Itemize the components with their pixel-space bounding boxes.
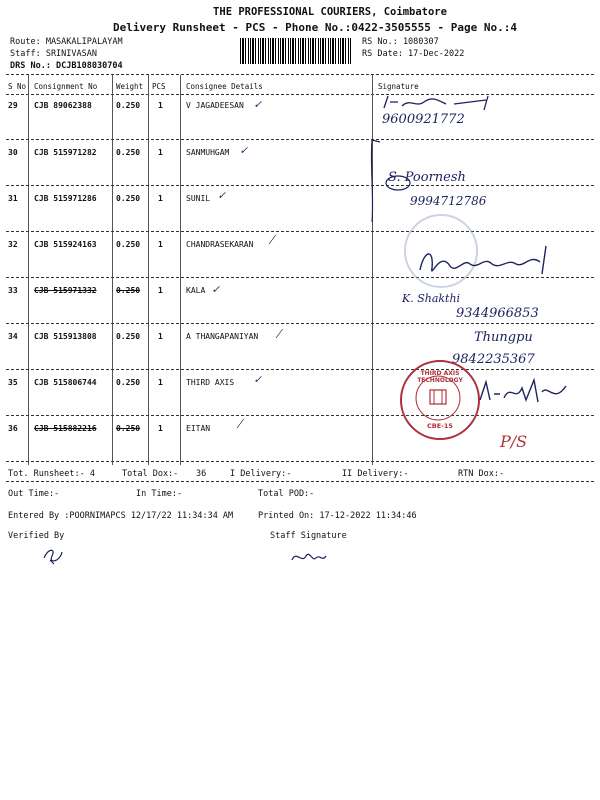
row-pcs: 1 — [158, 240, 163, 249]
row-sno: 30 — [8, 148, 18, 157]
drs-number: DRS No.: DCJB108030704 — [10, 61, 123, 71]
col-consignment: Consignment No — [34, 82, 98, 91]
row-sno: 36 — [8, 424, 18, 433]
route-label: Route: MASAKALIPALAYAM — [10, 37, 123, 47]
row-consignee: A THANGAPANIYAN — [186, 332, 259, 341]
in-time-label: In Time:- — [136, 489, 183, 499]
signature-scribble — [384, 172, 416, 194]
i-delivery-label: I Delivery:- — [230, 469, 292, 479]
total-pod-label: Total POD:- — [258, 489, 315, 499]
row-weight: 0.250 — [116, 286, 141, 295]
row-weight: 0.250 — [116, 240, 141, 249]
row-consignee: SANMUHGAM — [186, 148, 230, 157]
row-consignment: CJB 515971332 — [34, 286, 97, 295]
row-sno: 35 — [8, 378, 18, 387]
printed-on: Printed On: 17-12-2022 11:34:46 — [258, 511, 417, 521]
entered-by: Entered By :POORNIMAPCS 12/17/22 11:34:34 AM — [8, 511, 234, 521]
row-consignment: CJB 515913808 — [34, 332, 97, 341]
divider — [6, 415, 594, 416]
column-line — [28, 75, 29, 465]
tick-mark: ⁄ — [275, 326, 284, 342]
barcode — [240, 38, 352, 64]
signature-scribble — [410, 240, 560, 284]
col-weight: Weight — [116, 82, 144, 91]
stamp-text-bottom: CBE-15 — [427, 422, 453, 430]
runsheet-subtitle: Delivery Runsheet - PCS - Phone No.:0422-3505555 - Page No.:4 — [113, 21, 517, 34]
handwritten-phone: 9842235367 — [452, 352, 535, 367]
handwritten-name: K. Shakthi — [402, 292, 461, 305]
row-consignee: CHANDRASEKARAN — [186, 240, 254, 249]
divider — [6, 461, 594, 462]
row-pcs: 1 — [158, 194, 163, 203]
row-sno: 31 — [8, 194, 18, 203]
row-pcs: 1 — [158, 332, 163, 341]
staff-label: Staff: SRINIVASAN — [10, 49, 97, 59]
handwritten-phone: 9600921772 — [382, 112, 465, 127]
handwritten-name: S. Poornesh — [388, 170, 466, 185]
row-consignment: CJB 515806744 — [34, 378, 97, 387]
row-consignee: V JAGADEESAN — [186, 101, 244, 110]
row-consignment: CJB 515924163 — [34, 240, 97, 249]
row-sno: 32 — [8, 240, 18, 249]
divider — [6, 185, 594, 186]
row-weight: 0.250 — [116, 378, 141, 387]
col-pcs: PCS — [152, 82, 166, 91]
col-signature: Signature — [378, 82, 419, 91]
column-line — [112, 75, 113, 465]
row-consignment: CJB 515882216 — [34, 424, 97, 433]
total-dox-label: Total Dox:- — [122, 469, 179, 479]
row-weight: 0.250 — [116, 148, 141, 157]
company-title: THE PROFESSIONAL COURIERS, Coimbatore — [213, 6, 447, 18]
row-pcs: 1 — [158, 148, 163, 157]
verified-by-label: Verified By — [8, 531, 65, 541]
row-consignee: THIRD AXIS — [186, 378, 235, 387]
row-consignment: CJB 515971282 — [34, 148, 97, 157]
row-consignment: CJB 89062388 — [34, 101, 92, 110]
rs-date: RS Date: 17-Dec-2022 — [362, 49, 465, 59]
ii-delivery-label: II Delivery:- — [342, 469, 409, 479]
tick-mark: ✓ — [240, 143, 248, 157]
rs-number: RS No.: 1080307 — [362, 37, 439, 47]
row-weight: 0.250 — [116, 424, 141, 433]
col-consignee: Consignee Details — [186, 82, 263, 91]
tick-mark: ✓ — [254, 372, 262, 386]
divider — [6, 231, 594, 232]
out-time-label: Out Time:- — [8, 489, 60, 499]
divider — [6, 323, 594, 324]
column-line — [148, 75, 149, 465]
signature-scribble — [376, 92, 506, 114]
handwritten-phone: 9344966853 — [456, 306, 539, 321]
divider — [6, 481, 594, 482]
row-consignee: EITAN — [186, 424, 211, 433]
column-line — [180, 75, 181, 465]
tick-mark: ✓ — [212, 282, 220, 296]
rtn-dox-label: RTN Dox:- — [458, 469, 505, 479]
divider — [6, 74, 594, 75]
row-consignee: SUNIL — [186, 194, 211, 203]
total-runsheet: Tot. Runsheet:- 4 — [8, 469, 95, 479]
tick-mark: ⁄ — [236, 416, 245, 432]
verifier-signature — [40, 544, 66, 566]
row-sno: 33 — [8, 286, 18, 295]
row-pcs: 1 — [158, 101, 163, 110]
row-pcs: 1 — [158, 424, 163, 433]
tick-mark: ✓ — [254, 97, 262, 111]
col-sno: S No — [8, 82, 27, 91]
row-consignment: CJB 515971286 — [34, 194, 97, 203]
divider — [6, 369, 594, 370]
handwritten-name: Thungpu — [474, 330, 533, 345]
stamp-text-top: THIRD AXIS TECHNOLOGY — [417, 370, 463, 384]
total-dox-value: 36 — [196, 469, 207, 479]
row-weight: 0.250 — [116, 194, 141, 203]
tick-mark: ✓ — [218, 188, 226, 202]
column-line — [372, 75, 373, 465]
staff-signature — [288, 546, 328, 568]
row-pcs: 1 — [158, 378, 163, 387]
row-pcs: 1 — [158, 286, 163, 295]
row-sno: 29 — [8, 101, 18, 110]
staff-signature-label: Staff Signature — [270, 531, 347, 541]
row-sno: 34 — [8, 332, 18, 341]
row-weight: 0.250 — [116, 332, 141, 341]
handwritten-note: P/S — [500, 432, 528, 451]
row-consignee: KALA — [186, 286, 206, 295]
row-weight: 0.250 — [116, 101, 141, 110]
signature-scribble — [476, 374, 572, 410]
tick-mark: ⁄ — [268, 232, 277, 248]
divider — [6, 139, 594, 140]
handwritten-phone: 9994712786 — [410, 194, 487, 208]
company-stamp — [400, 360, 480, 440]
